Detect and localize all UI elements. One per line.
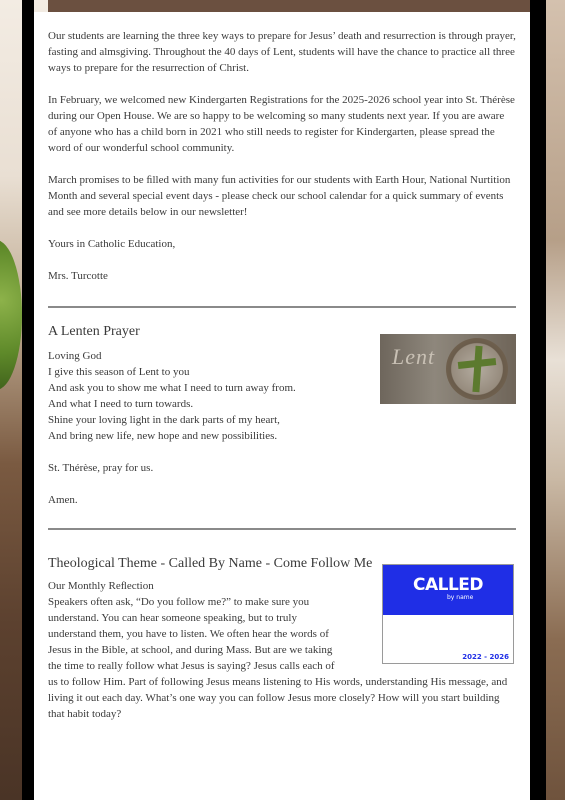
right-border-bar bbox=[530, 0, 546, 800]
called-logo-subtext: by name bbox=[447, 594, 474, 601]
theme-line: the time to really follow what Jesus is saying? Jesus calls each of bbox=[48, 660, 335, 672]
lent-image-text: Lent bbox=[392, 344, 436, 369]
left-border-bar bbox=[22, 0, 34, 800]
prayer-amen: Amen. bbox=[48, 494, 78, 506]
theme-line: understand them, you have to listen. We often hear the words of bbox=[48, 628, 329, 640]
theme-subtitle: Our Monthly Reﬂection bbox=[48, 580, 154, 592]
theme-line: understand. You can hear someone speaking, but to truly bbox=[48, 612, 297, 624]
intro-paragraph-1: Our students are learning the three key ways to prepare for Jesus’ death and resurrection is through prayer, fasting and almsgiving. Throughout the 40 days of Lent, students will have the chance to practice all three ways to prepare for the resurrection of Christ. bbox=[48, 30, 516, 74]
theme-continuation: us to follow Him. Part of following Jesus means listening to His words, understanding His message, and living it out each day. What’s one way you can follow Jesus more closely? How will you start building that habit today? bbox=[48, 676, 508, 720]
prayer-title: A Lenten Prayer bbox=[48, 324, 140, 339]
lent-image bbox=[380, 334, 516, 404]
prayer-line: And ask you to show me what I need to turn away from. bbox=[48, 382, 296, 394]
called-by-name-logo bbox=[382, 564, 514, 664]
prayer-line: And what I need to turn towards. bbox=[48, 398, 194, 410]
theme-section bbox=[48, 530, 516, 722]
prayer-line: Shine your loving light in the dark parts of my heart, bbox=[48, 414, 280, 426]
intro-section bbox=[48, 28, 516, 284]
prayer-section bbox=[48, 308, 516, 508]
prayer-line: Loving God bbox=[48, 350, 102, 362]
called-logo-text: CALLED bbox=[413, 575, 484, 595]
theme-line: Speakers often ask, “Do you follow me?” to make sure you bbox=[48, 596, 310, 608]
prayer-line: And bring new life, new hope and new possibilities. bbox=[48, 430, 278, 442]
prayer-invocation: St. Thérèse, pray for us. bbox=[48, 462, 154, 474]
theme-line: Jesus in the Bible, at school, and during Mass. But are we taking bbox=[48, 644, 333, 656]
intro-paragraph-2: In February, we welcomed new Kindergarten Registrations for the 2025-2026 school year into St. Thérèse during our Open House. We are so happy to be welcoming so many students next year. If you are aware of anyone who has a child born in 2021 who still needs to register for Kindergarten, please spread the word of our wonderful school community. bbox=[48, 94, 515, 154]
called-logo-banner bbox=[383, 565, 513, 615]
newsletter-page bbox=[34, 12, 530, 800]
intro-closing: Yours in Catholic Education, bbox=[48, 238, 176, 250]
prayer-line: I give this season of Lent to you bbox=[48, 366, 190, 378]
called-logo-years: 2022 - 2026 bbox=[462, 653, 509, 661]
theme-title: Theological Theme - Called By Name - Come Follow Me bbox=[48, 556, 373, 571]
intro-signature: Mrs. Turcotte bbox=[48, 270, 108, 282]
intro-paragraph-3: March promises to be ﬁlled with many fun activities for our students with Earth Hour, National Nurtition Month and several special event days - please check our school calendar for a quick summary of events and see more details below in our newsletter! bbox=[48, 174, 511, 218]
